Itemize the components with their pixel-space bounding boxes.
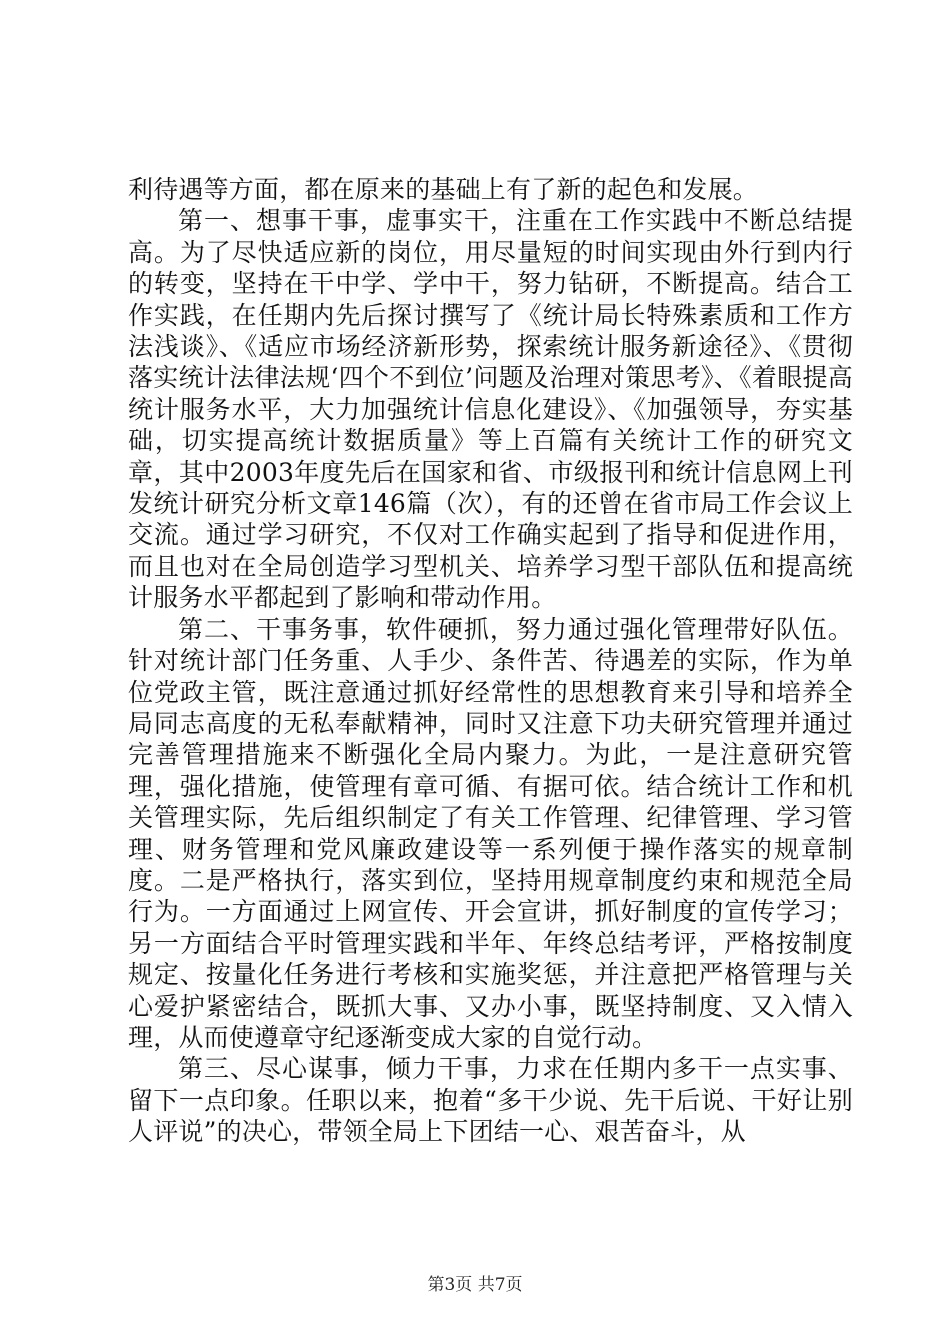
paragraph-third-point: 第三、尽心谋事，倾力干事，力求在任期内多干一点实事、留下一点印象。任职以来，抱着“多干少说、先干后说、干好让别人评说”的决心，带领全局上下团结一心、艰苦奋斗，从	[128, 1054, 853, 1147]
paragraph-continuation: 利待遇等方面，都在原来的基础上有了新的起色和发展。	[128, 175, 759, 204]
paragraph-first-point: 第一、想事干事，虚事实干，注重在工作实践中不断总结提高。为了尽快适应新的岗位，用尽量短的时间实现由外行到内行的转变，坚持在干中学、学中干，努力钻研，不断提高。结合工作实践，在任期内先后探讨撰写了《统计局长特殊素质和工作方法浅谈》、《适应市场经济新形势，探索统计服务新途径》、《贯彻落实统计法律法规‘四个不到位’问题及治理对策思考》、《着眼提高统计服务水平，大力加强统计信息化建设》、《加强领导，夯实基础，切实提高统计数据质量》等上百篇有关统计工作的研究文章，其中2003年度先后在国家和省、市级报刊和统计信息网上刊发统计研究分析文章146篇（次），有的还曾在省市局工作会议上交流。通过学习研究，不仅对工作确实起到了指导和促进作用，而且也对在全局创造学习型机关、培养学习型干部队伍和提高统计服务水平都起到了影响和带动作用。	[128, 206, 853, 613]
document-body	[128, 174, 853, 1148]
paragraph-second-point: 第二、干事务事，软件硬抓，努力通过强化管理带好队伍。针对统计部门任务重、人手少、条件苦、待遇差的实际，作为单位党政主管，既注意通过抓好经常性的思想教育来引导和培养全局同志高度的无私奉献精神，同时又注意下功夫研究管理并通过完善管理措施来不断强化全局内聚力。为此，一是注意研究管理，强化措施，使管理有章可循、有据可依。结合统计工作和机关管理实际，先后组织制定了有关工作管理、纪律管理、学习管理、财务管理和党风廉政建设等一系列便于操作落实的规章制度。二是严格执行，落实到位，坚持用规章制度约束和规范全局行为。一方面通过上网宣传、开会宣讲，抓好制度的宣传学习；另一方面结合平时管理实践和半年、年终总结考评，严格按制度规定、按量化任务进行考核和实施奖惩，并注意把严格管理与关心爱护紧密结合，既抓大事、又办小事，既坚持制度、又入情入理，从而使遵章守纪逐渐变成大家的自觉行动。	[128, 614, 853, 1052]
page-number-footer: 第3页 共7页	[427, 1275, 523, 1295]
